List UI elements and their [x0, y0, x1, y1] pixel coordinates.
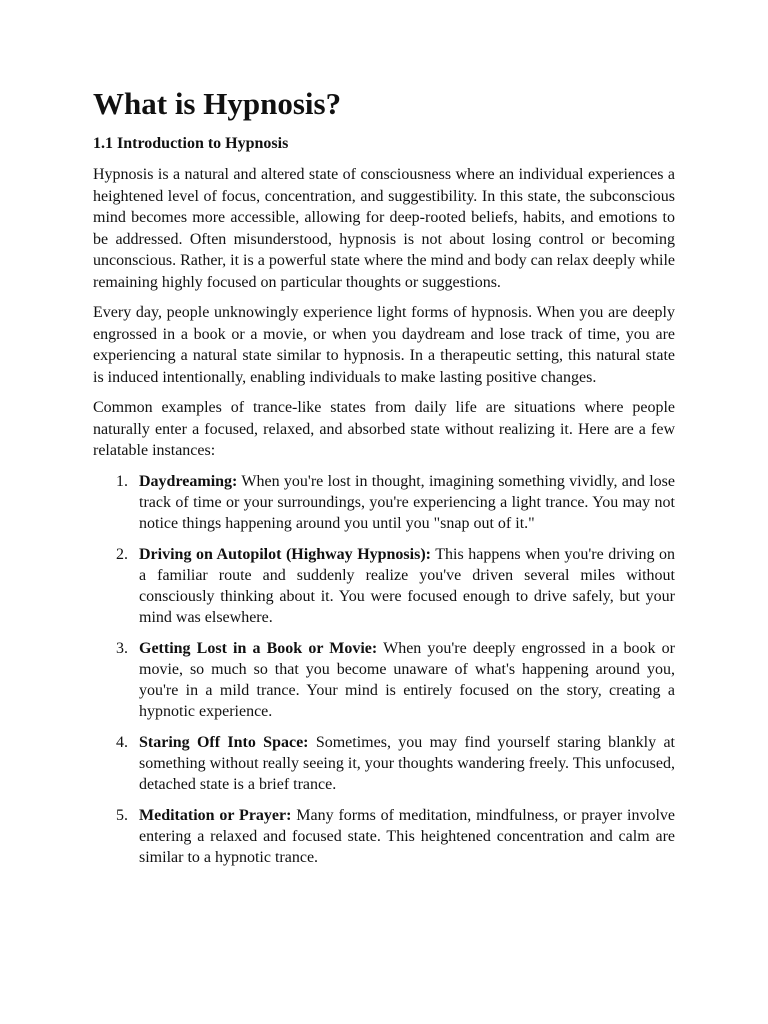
list-item-term: Meditation or Prayer:	[139, 806, 292, 824]
list-item-text: Sometimes, you may find yourself staring blankly at something without really seeing it, your thoughts wandering freely. This unfocused, detached state is a brief trance.	[139, 733, 675, 793]
list-item-text: When you're deeply engrossed in a book or movie, so much so that you become unaware of what's happening around you, you're in a mild trance. Your mind is entirely focused on the story, creating a hypnotic experience.	[139, 639, 676, 720]
list-item-number: 1.	[116, 472, 128, 490]
paragraph: Common examples of trance-like states from daily life are situations where people naturally enter a focused, relaxed, and absorbed state without realizing it. Here are a few relatable instances:	[93, 399, 675, 459]
paragraph: Hypnosis is a natural and altered state of consciousness where an individual experiences a heightened level of focus, concentration, and suggestibility. In this state, the subconscious mind becomes more accessible, allowing for deep-rooted beliefs, habits, and emotions to be addressed. Often misunderstood, hypnosis is not about losing control or becoming unconscious. Rather, it is a powerful state where the mind and body can relax deeply while remaining highly focused on particular thoughts or suggestions.	[93, 166, 675, 291]
list-item-term: Daydreaming:	[139, 472, 238, 490]
list-item	[93, 732, 675, 795]
list-item-number: 5.	[116, 806, 128, 824]
list-item-number: 3.	[116, 639, 128, 657]
list-item-number: 2.	[116, 545, 128, 563]
paragraph: Every day, people unknowingly experience light forms of hypnosis. When you are deeply engrossed in a book or a movie, or when you daydream and lose track of time, you are experiencing a natural state similar to hypnosis. In a therapeutic setting, this natural state is induced intentionally, enabling individuals to make lasting positive changes.	[93, 304, 675, 386]
list-item-text: This happens when you're driving on a familiar route and suddenly realize you've driven several miles without consciously thinking about it. You were focused enough to drive safely, but your mind was elsewhere.	[139, 545, 675, 626]
list-item-term: Staring Off Into Space:	[139, 733, 309, 751]
page-title: What is Hypnosis?	[93, 86, 342, 121]
section-heading: 1.1 Introduction to Hypnosis	[93, 135, 289, 152]
list-item	[93, 805, 675, 868]
list-item-text: When you're lost in thought, imagining something vividly, and lose track of time or your surroundings, you're experiencing a light trance. You may not notice things happening around you until you "snap out of it."	[139, 472, 675, 532]
list-item	[93, 638, 675, 722]
trance-examples-list	[93, 471, 675, 868]
list-item-text: Many forms of meditation, mindfulness, or prayer involve entering a relaxed and focused state. This heightened concentration and calm are similar to a hypnotic trance.	[139, 806, 676, 866]
list-item-term: Getting Lost in a Book or Movie:	[139, 639, 378, 657]
list-item-term: Driving on Autopilot (Highway Hypnosis):	[139, 545, 431, 563]
list-item	[93, 471, 675, 534]
list-item	[93, 544, 675, 628]
list-item-number: 4.	[116, 733, 128, 751]
